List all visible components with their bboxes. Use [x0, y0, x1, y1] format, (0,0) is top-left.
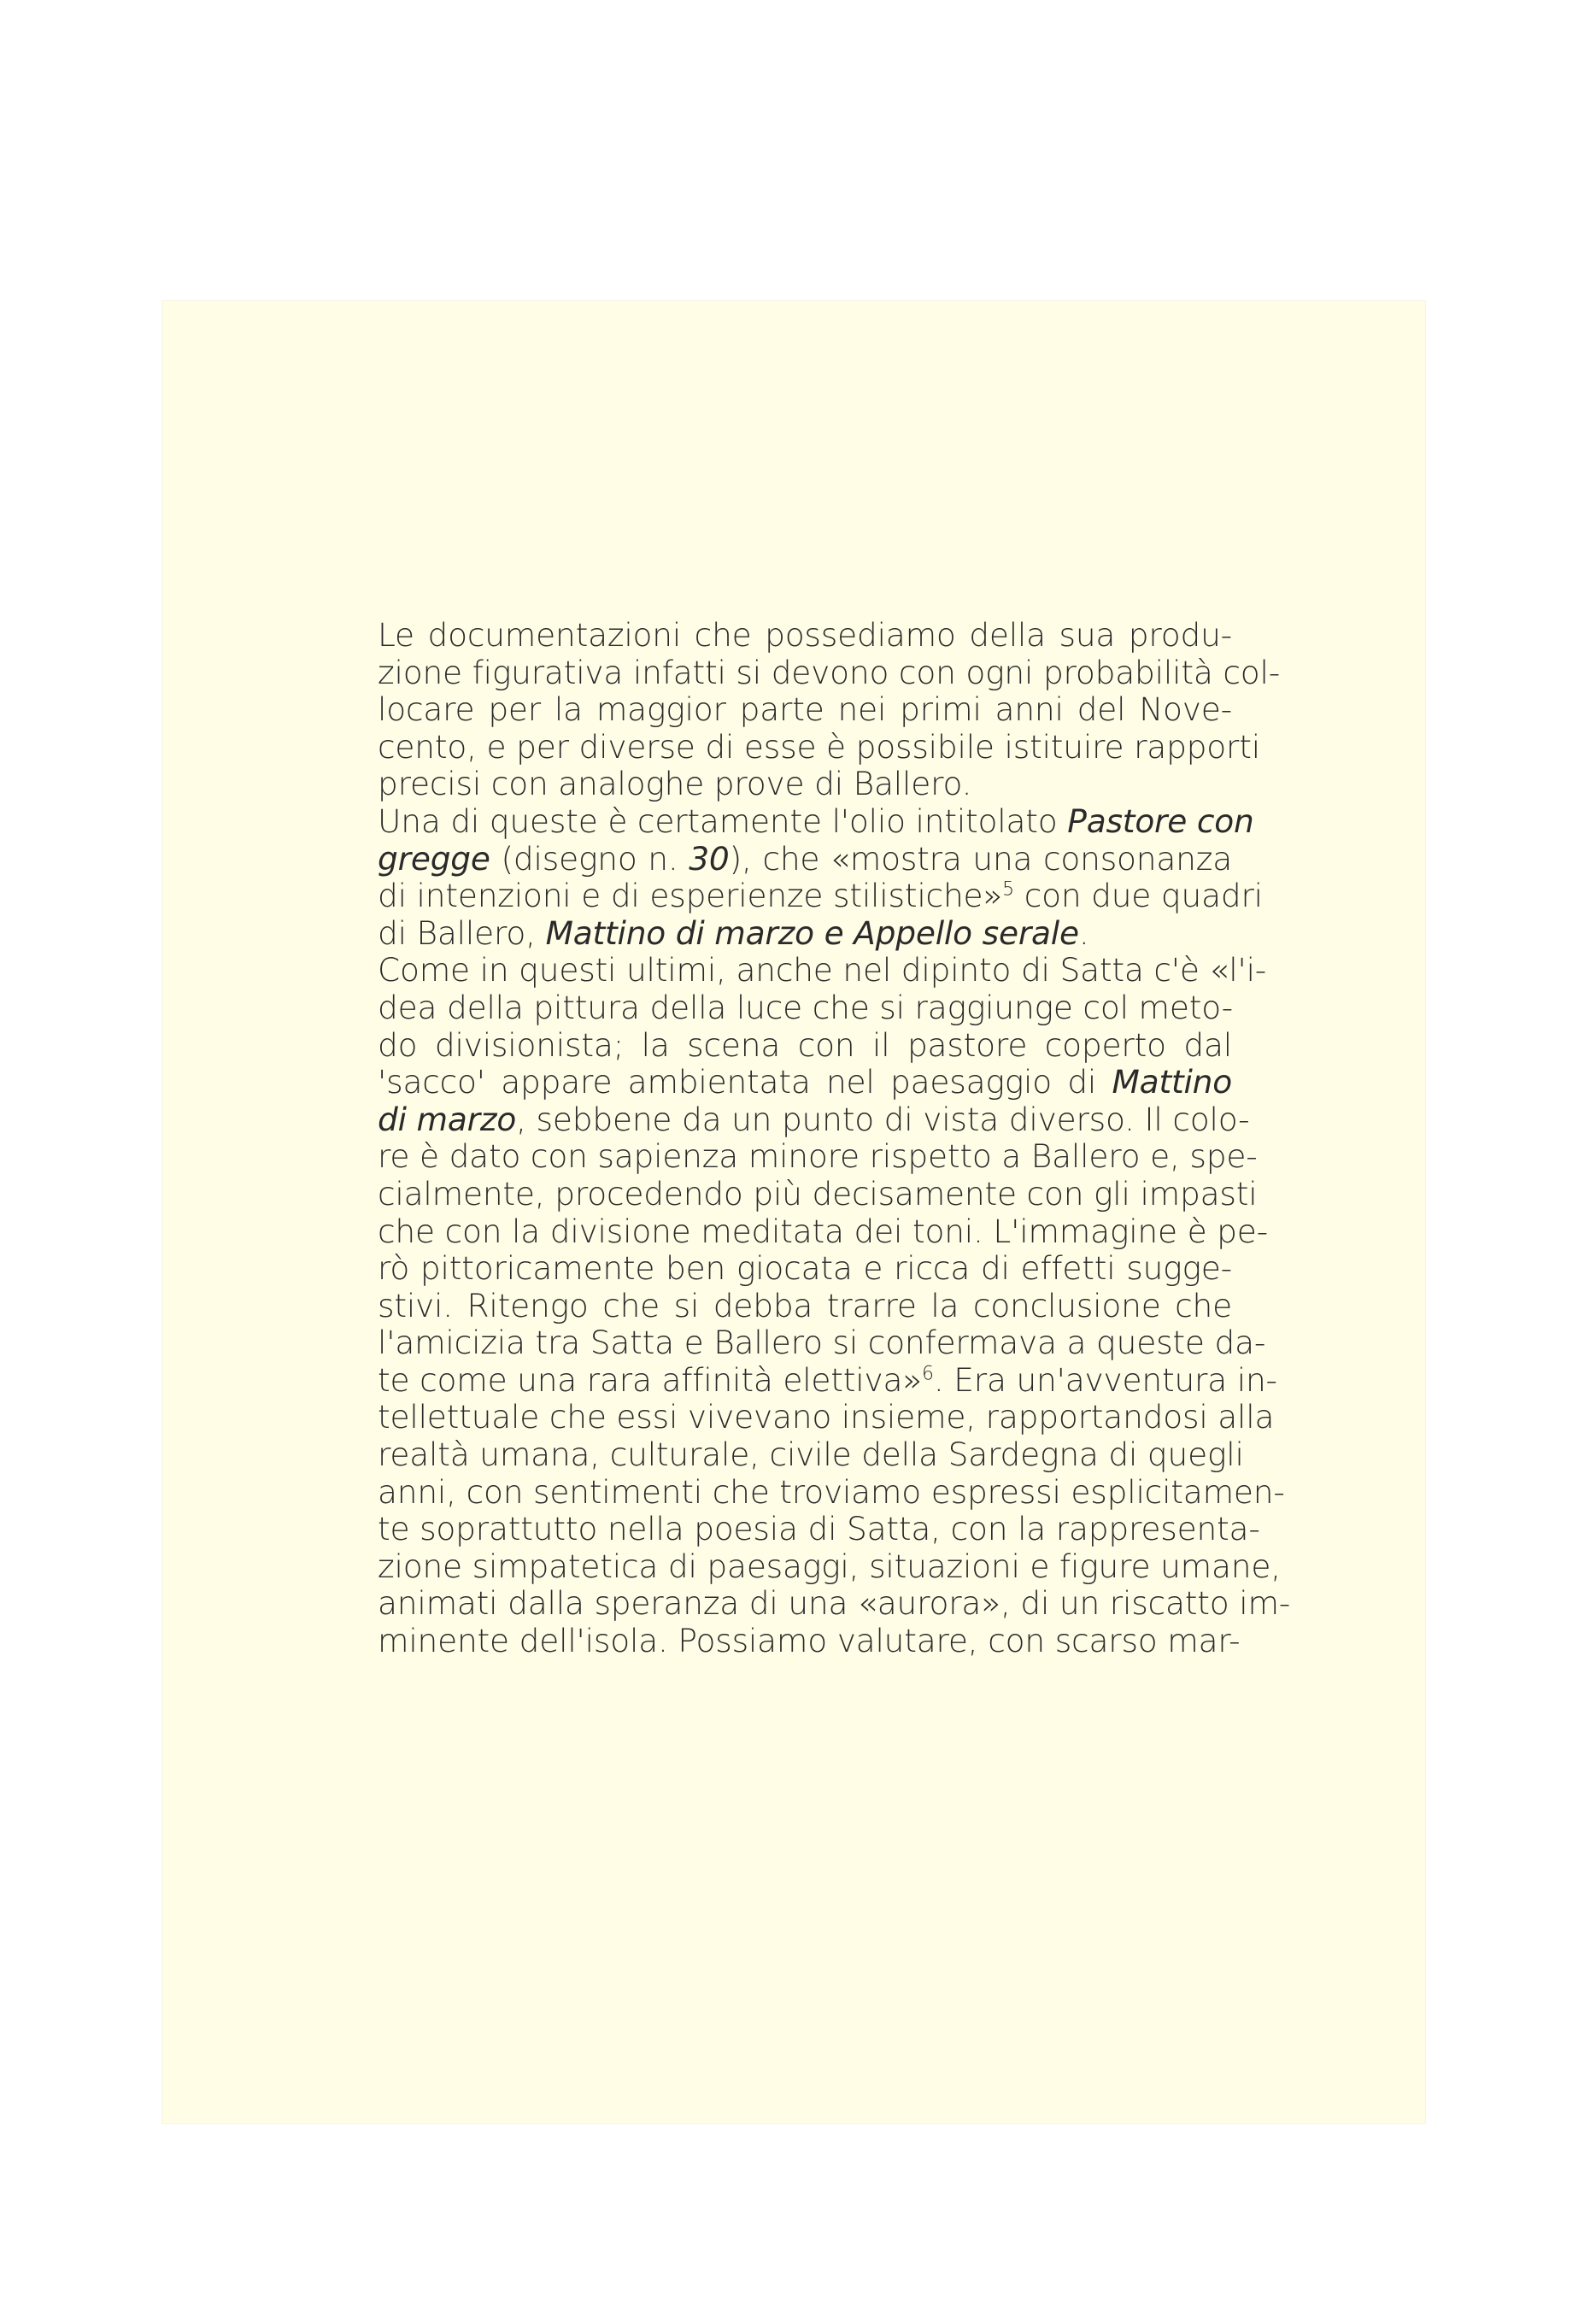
- text-line: te come una rara affinità elettiva»$^6$. Era un'avventura in-: [378, 1360, 1277, 1399]
- text-line: precisi con analoghe prove di Ballero.: [378, 765, 972, 803]
- text-line: re è dato con sapienza minore rispetto a Ballero e, spe-: [378, 1137, 1258, 1176]
- italic-number: 30: [689, 839, 730, 878]
- text-line: stivi. Ritengo che si debba trarre la conclusione che: [378, 1286, 1232, 1324]
- text-line: cento, e per diverse di esse è possibile istituire rapporti: [378, 727, 1260, 766]
- text-line: zione figurativa infatti si devono con ogni probabilità col-: [378, 653, 1281, 691]
- text-line: cialmente, procedendo più decisamente con gli impasti: [378, 1174, 1258, 1213]
- text-line: dea della pittura della luce che si raggiunge col meto-: [378, 988, 1233, 1026]
- text-line: minente dell'isola. Possiamo valutare, con scarso mar-: [378, 1622, 1241, 1660]
- text-line: zione simpatetica di paesaggi, situazioni e figure umane,: [378, 1547, 1281, 1585]
- text-line: animati dalla speranza di una «aurora», di un riscatto im-: [378, 1584, 1291, 1623]
- italic-title: di marzo: [378, 1100, 517, 1138]
- text-line: che con la divisione meditata dei toni. L'immagine è pe-: [378, 1212, 1268, 1250]
- text-line: di intenzioni e di esperienze stilistiche»$^5$ con due quadri: [378, 877, 1263, 915]
- text-line: Le documentazioni che possediamo della sua produ-: [378, 616, 1232, 654]
- text-line: di marzo, sebbene da un punto di vista diverso. Il colo-: [378, 1100, 1250, 1138]
- text-line: Come in questi ultimi, anche nel dipinto di Satta c'è «l'i-: [378, 951, 1267, 990]
- italic-title: Mattino di marzo: [545, 913, 814, 952]
- text-line: gregge (disegno n. 30), che «mostra una consonanza: [378, 839, 1232, 878]
- text-line: te soprattutto nella poesia di Satta, con la rappresenta-: [378, 1510, 1260, 1548]
- text-line: rò pittoricamente ben giocata e ricca di effetti sugge-: [378, 1249, 1232, 1288]
- footnote-ref: 5: [1002, 878, 1014, 901]
- footnote-ref: 6: [922, 1363, 934, 1385]
- italic-title: Pastore con: [1067, 802, 1254, 840]
- text-line: tellettuale che essi vivevano insieme, rapportandosi alla: [378, 1398, 1275, 1436]
- text-line: realtà umana, culturale, civile della Sardegna di quegli: [378, 1436, 1244, 1474]
- text-line: anni, con sentimenti che troviamo espressi esplicitamen-: [378, 1472, 1285, 1511]
- text-line: Una di queste è certamente l'olio intitolato Pastore con: [378, 802, 1254, 840]
- body-text: [378, 616, 1291, 1660]
- text-line: locare per la maggior parte nei primi anni del Nove-: [378, 690, 1232, 729]
- text-line: di Ballero, Mattino di marzo e Appello serale.: [378, 913, 1089, 952]
- text-line: l'amicizia tra Satta e Ballero si confermava a queste da-: [378, 1324, 1266, 1362]
- text-line: 'sacco' appare ambientata nel paesaggio di Mattino: [378, 1063, 1232, 1101]
- italic-title: gregge: [378, 839, 490, 878]
- text-line: do divisionista; la scena con il pastore coperto dal: [378, 1025, 1232, 1064]
- italic-title: Appello serale: [854, 913, 1079, 952]
- italic-title: Mattino: [1112, 1063, 1232, 1101]
